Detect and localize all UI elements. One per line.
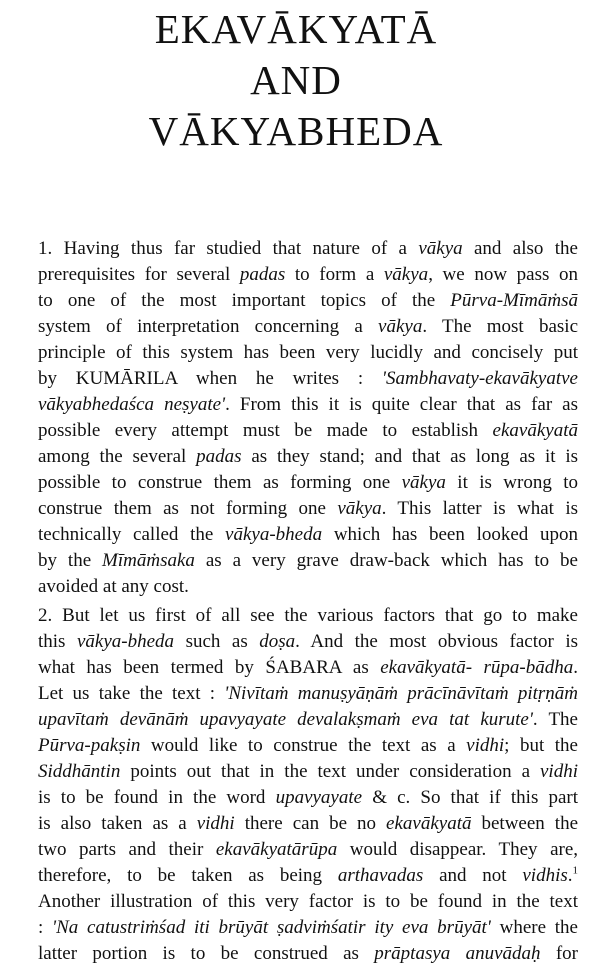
text-line: two parts and their ekavākyatārūpa would disappear. They are,	[38, 839, 578, 860]
text-line: technically called the vākya-bheda which has been looked upon	[38, 524, 578, 545]
body-text	[14, 236, 578, 967]
text-line: possible every attempt must be made to establish ekavākyatā	[38, 420, 578, 441]
text-line: avoided at any cost.	[38, 576, 189, 597]
text-line: by the Mīmāṁsaka as a very grave draw-back which has to be	[38, 550, 578, 571]
title-line-1: EKAVĀKYATĀ	[154, 6, 438, 52]
text-line: Siddhāntin points out that in the text under consideration a vidhi	[38, 761, 578, 782]
text-line: upavītaṁ devānāṁ upavyayate devalakṣmaṁ eva tat kurute'. The	[38, 709, 578, 730]
text-line: possible to construe them as forming one vākya it is wrong to	[38, 472, 578, 493]
paragraph-1	[14, 236, 578, 600]
text-line: to one of the most important topics of the Pūrva-Mīmāṁsā	[38, 290, 578, 311]
text-line: latter portion is to be construed as prāptasya anuvādaḥ for	[38, 943, 578, 964]
text-line: 2. But let us first of all see the various factors that go to make	[38, 605, 578, 626]
title-line-2: AND	[250, 57, 342, 103]
text-line: Pūrva-pakṣin would like to construe the text as a vidhi; but the	[38, 735, 578, 756]
text-line: system of interpretation concerning a vākya. The most basic	[38, 316, 578, 337]
text-line: Let us take the text : 'Nivītaṁ manuṣyāṇāṁ prācīnāvītaṁ pitṛṇāṁ	[38, 683, 578, 704]
text-line: Another illustration of this very factor is to be found in the text	[38, 891, 578, 912]
text-line: : 'Na catustriṁśad iti brūyāt ṣadviṁśatir ity eva brūyāt' where the	[38, 917, 578, 938]
text-line: what has been termed by ŚABARA as ekavākyatā- rūpa-bādha.	[38, 657, 578, 678]
text-line: principle of this system has been very lucidly and concisely put	[38, 342, 578, 363]
text-line: construe them as not forming one vākya. This latter is what is	[38, 498, 578, 519]
text-line: by KUMĀRILA when he writes : 'Sambhavaty-ekavākyatve	[38, 368, 578, 389]
text-line: among the several padas as they stand; and that as long as it is	[38, 446, 578, 467]
text-line: is also taken as a vidhi there can be no ekavākyatā between the	[38, 813, 578, 834]
text-line: is to be found in the word upavyayate & c. So that if this part	[38, 787, 578, 808]
text-line: therefore, to be taken as being arthavadas and not vidhis.$^1$	[38, 864, 578, 886]
text-line: vākyabhedaśca neṣyate'. From this it is quite clear that as far as	[38, 394, 578, 415]
title-line-3: VĀKYABHEDA	[148, 108, 444, 154]
chapter-title	[14, 0, 578, 157]
paragraph-2	[14, 603, 578, 967]
text-line: this vākya-bheda such as doṣa. And the most obvious factor is	[38, 631, 578, 652]
text-line: 1. Having thus far studied that nature of a vākya and also the	[38, 238, 578, 259]
text-line: prerequisites for several padas to form a vākya, we now pass on	[38, 264, 578, 285]
